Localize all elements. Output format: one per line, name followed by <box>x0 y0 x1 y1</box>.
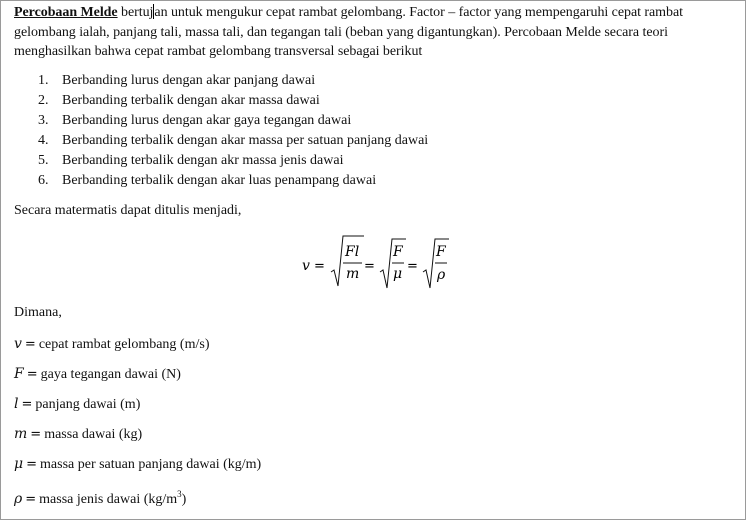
list-text: Berbanding terbalik dengan akar massa dawai <box>62 93 320 108</box>
formula-lhs: v <box>302 258 310 274</box>
definition-item <box>14 483 261 513</box>
definition-item <box>14 363 261 393</box>
formula-eq-1: = <box>314 259 325 274</box>
wave-speed-formula <box>300 234 500 294</box>
definition-text: massa jenis dawai (kg/m <box>39 492 178 507</box>
definition-symbol: F <box>14 366 24 382</box>
lead-title: Percobaan Melde <box>14 5 118 20</box>
list-item <box>38 91 428 111</box>
list-item <box>38 71 428 91</box>
list-number: 6. <box>38 173 49 188</box>
paragraph-text: an untuk mengukur cepat rambat gelombang. Factor – factor yang mempengaruhi cepat rambat gelombang ialah, panjang tali, massa tali, dan tegangan tali (beban yang digantungkan). Percobaan Melde secara teori menghasilkan bahwa cepat rambat gelombang transversal sebagai berikut <box>14 5 683 59</box>
list-item <box>38 171 428 191</box>
definition-text: gaya tegangan dawai (N) <box>40 367 181 382</box>
definition-symbol: v <box>14 336 22 352</box>
list-text: Berbanding terbalik dengan akr massa jenis dawai <box>62 153 344 168</box>
fraction-2-numerator: F <box>393 244 403 260</box>
list-item <box>38 131 428 151</box>
definition-close-paren: ) <box>181 492 187 507</box>
definition-symbol: ρ <box>14 491 23 507</box>
fraction-3-denominator: ρ <box>437 267 446 283</box>
formula-eq-2: = <box>364 259 375 274</box>
definition-eq: = <box>21 397 33 412</box>
definition-superscript: 3 <box>177 489 182 499</box>
paragraph-text-before-caret: bertuj <box>117 5 154 20</box>
list-number: 3. <box>38 113 49 128</box>
definition-symbol: μ <box>14 456 24 472</box>
definition-text: panjang dawai (m) <box>35 397 141 412</box>
formula-intro: Secara matermatis dapat ditulis menjadi, <box>14 203 242 218</box>
definition-item <box>14 393 261 423</box>
factor-list <box>38 71 428 191</box>
list-item <box>38 111 428 131</box>
definition-eq: = <box>24 337 36 352</box>
definition-list <box>14 333 261 513</box>
definition-eq: = <box>26 457 38 472</box>
fraction-2-denominator: μ <box>393 266 403 282</box>
fraction-1-denominator: m <box>346 266 360 282</box>
list-number: 4. <box>38 133 49 148</box>
definition-item <box>14 423 261 453</box>
list-number: 1. <box>38 73 49 88</box>
list-number: 5. <box>38 153 49 168</box>
list-text: Berbanding terbalik dengan akar massa per satuan panjang dawai <box>62 133 429 148</box>
definition-eq: = <box>30 427 42 442</box>
definition-eq: = <box>25 492 37 507</box>
list-text: Berbanding lurus dengan akar panjang dawai <box>62 73 316 88</box>
formula-eq-3: = <box>407 259 418 274</box>
intro-paragraph[interactable] <box>14 3 738 62</box>
list-number: 2. <box>38 93 49 108</box>
definition-symbol: l <box>14 396 19 412</box>
fraction-3-numerator: F <box>436 244 446 260</box>
definition-item <box>14 453 261 483</box>
definition-item <box>14 333 261 363</box>
dimana-label: Dimana, <box>14 305 62 320</box>
definition-eq: = <box>26 367 38 382</box>
definition-text: massa dawai (kg) <box>44 427 143 442</box>
list-item <box>38 151 428 171</box>
fraction-1-numerator: Fl <box>345 244 360 260</box>
list-text: Berbanding terbalik dengan akar luas penampang dawai <box>62 173 377 188</box>
definition-symbol: m <box>14 426 28 442</box>
list-text: Berbanding lurus dengan akar gaya tegangan dawai <box>62 113 352 128</box>
definition-text: cepat rambat gelombang (m/s) <box>38 337 210 352</box>
definition-text: massa per satuan panjang dawai (kg/m) <box>40 457 262 472</box>
